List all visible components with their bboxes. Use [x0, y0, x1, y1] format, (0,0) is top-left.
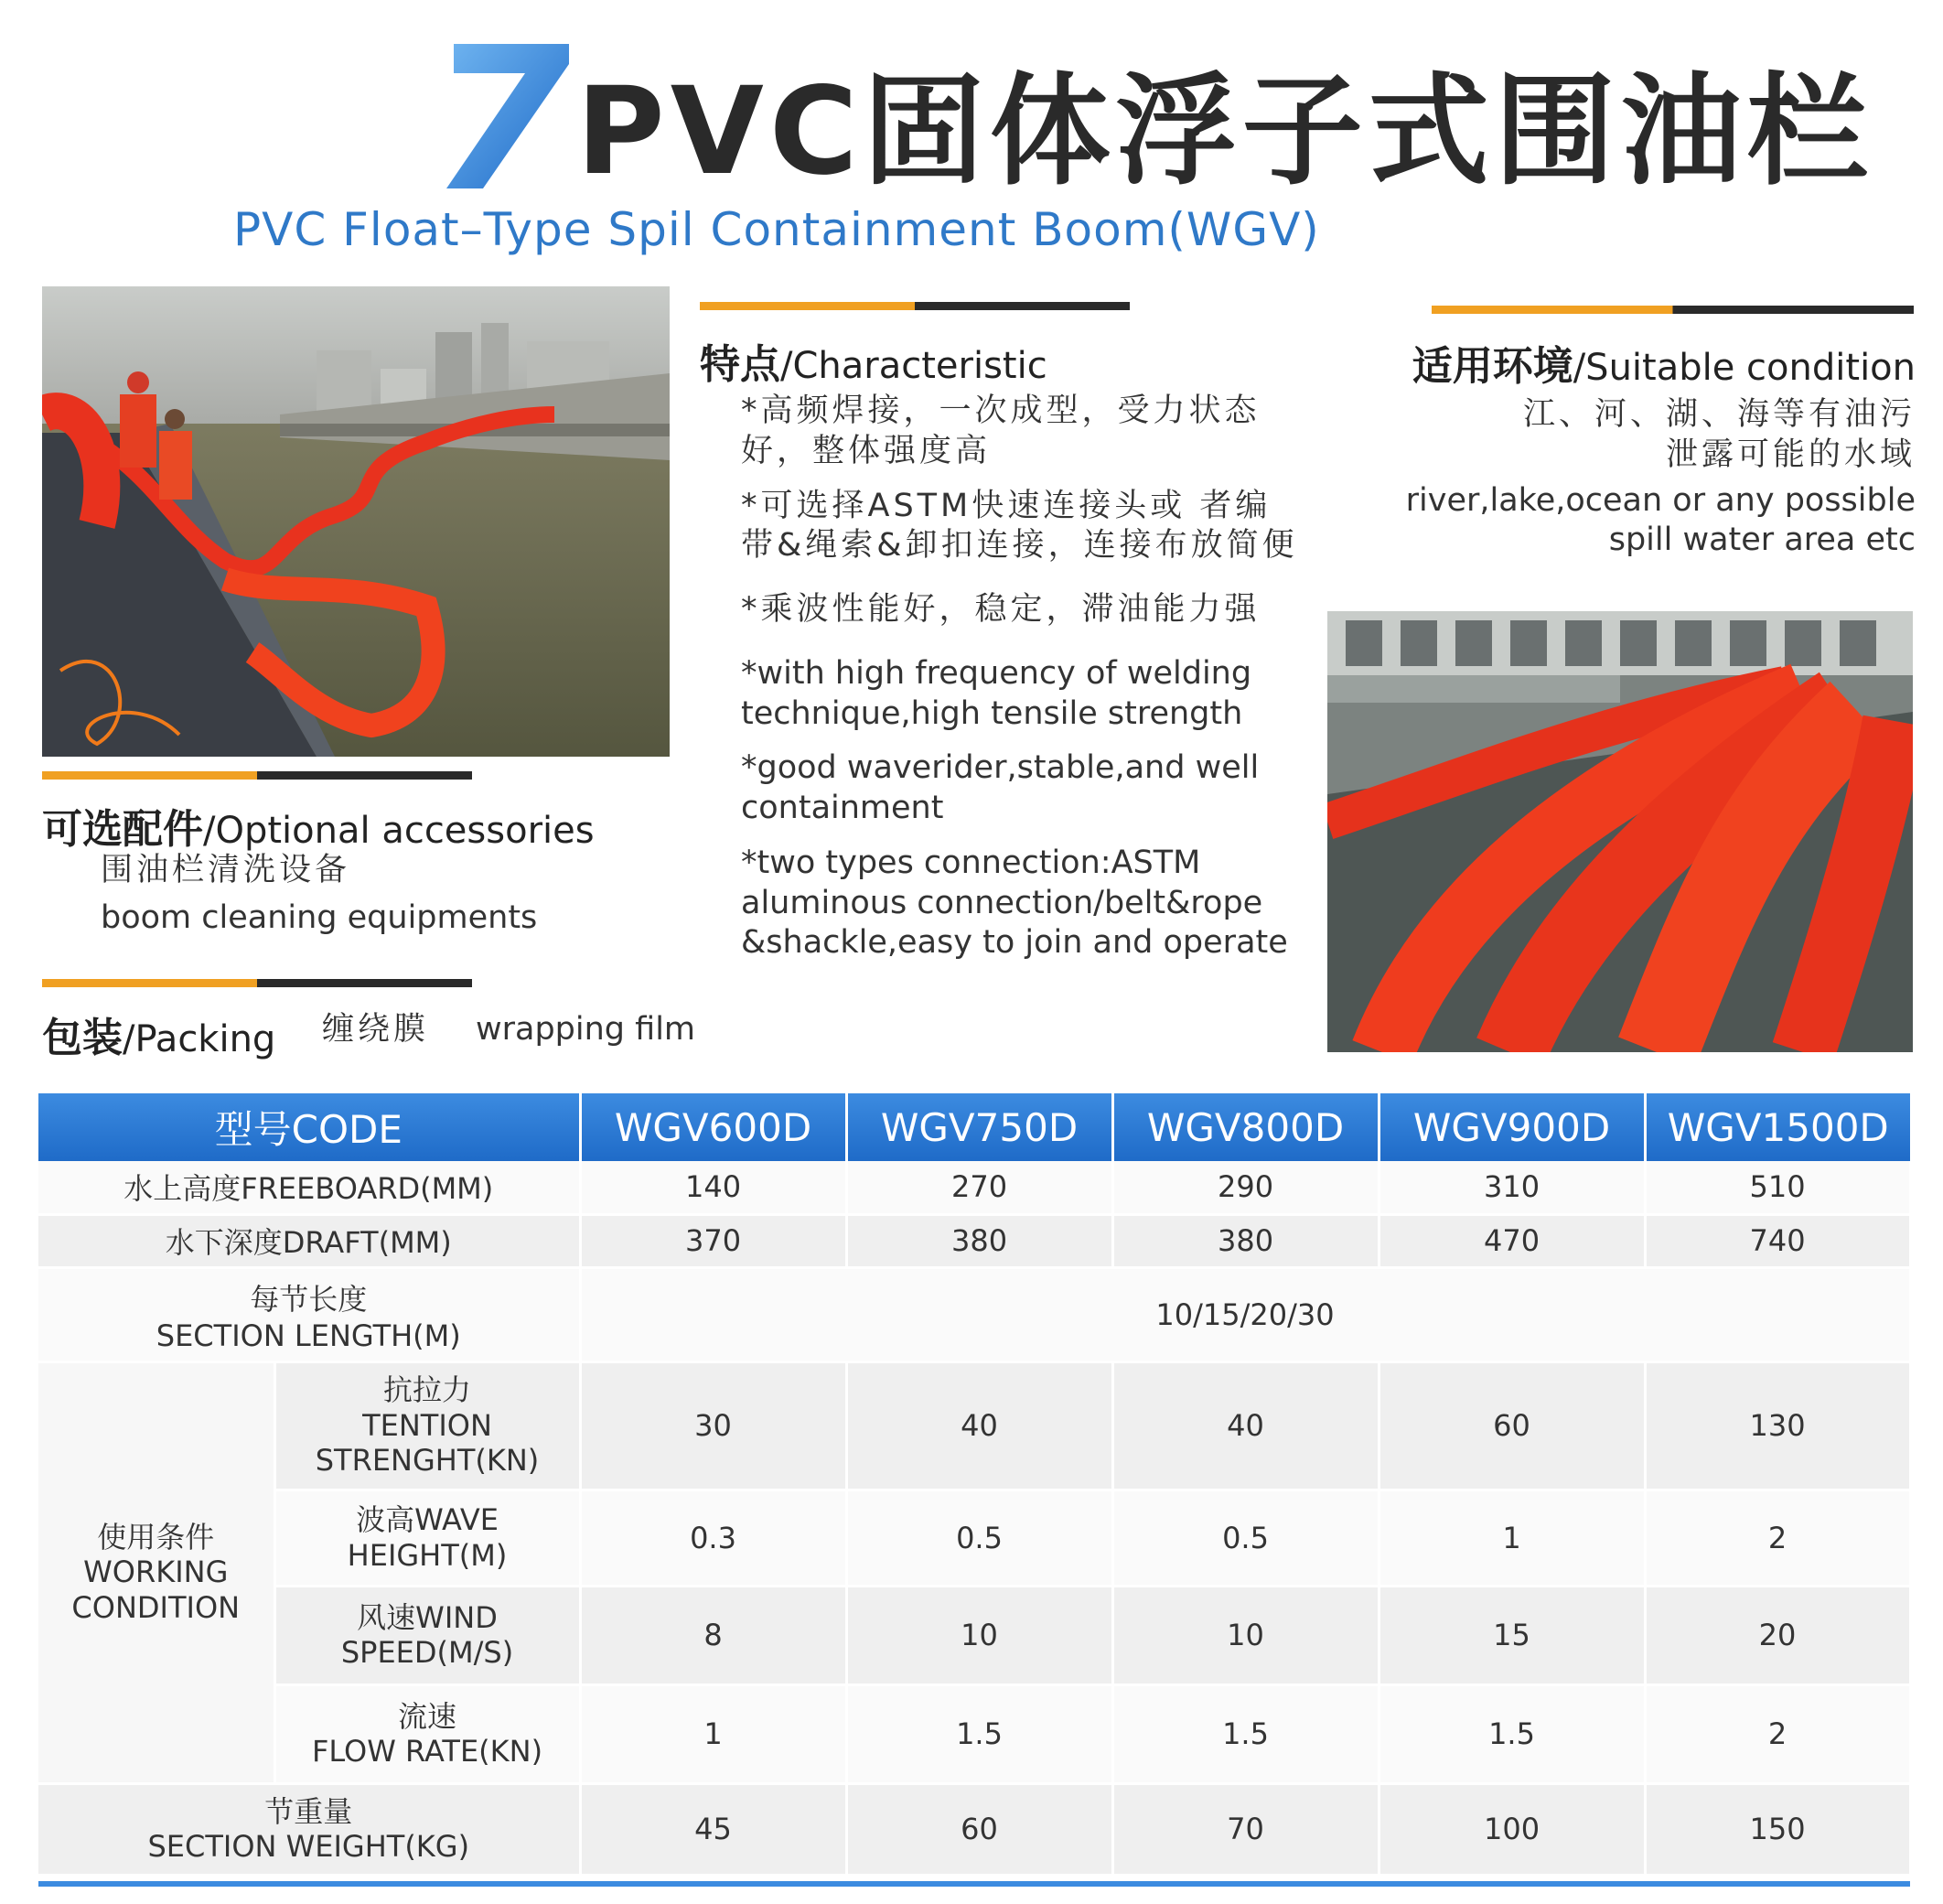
char-item-6-line-1: *two types connection:ASTM: [741, 844, 1201, 881]
flow-value: 1.5: [1379, 1684, 1645, 1783]
char-item-3-line-1: *乘波性能好，稳定，滞油能力强: [741, 591, 1261, 628]
number-seven-graphic: [446, 44, 574, 190]
char-item-4-line-2: technique,high tensile strength: [741, 694, 1243, 732]
char-item-5-line-1: *good waverider,stable,and well: [741, 749, 1260, 787]
accessories-heading-en: /Optional accessories: [203, 810, 595, 852]
draft-label: 水下深度DRAFT(MM): [38, 1214, 580, 1267]
tension-value: 60: [1379, 1361, 1645, 1490]
working-condition-label: [38, 1361, 274, 1783]
draft-value: 370: [580, 1214, 846, 1267]
accessories-heading-cn: 可选配件: [42, 806, 203, 853]
packing-heading-en: /Packing: [123, 1018, 276, 1060]
header-model-3: WGV800D: [1112, 1093, 1379, 1161]
packing-cn: 缠绕膜: [322, 1011, 430, 1048]
char-item-2-line-2: 带&绳索&卸扣连接，连接布放简便: [741, 527, 1298, 565]
wind-label-1: 风速WIND: [357, 1599, 498, 1635]
wave-label: [274, 1490, 580, 1586]
packing-divider: [42, 979, 472, 987]
working-en-2: CONDITION: [71, 1589, 241, 1625]
accessories-heading: [42, 796, 595, 855]
flow-value: 1: [580, 1684, 846, 1783]
wave-value: 2: [1645, 1490, 1910, 1586]
wind-value: 15: [1379, 1586, 1645, 1684]
flow-label-1: 流速: [398, 1698, 457, 1734]
wave-value: 0.5: [1112, 1490, 1379, 1586]
header-code: 型号CODE: [38, 1093, 580, 1161]
tension-value: 30: [580, 1361, 846, 1490]
section-length-label: [38, 1267, 580, 1361]
characteristic-heading: [700, 331, 1047, 390]
characteristic-heading-en: /Characteristic: [780, 345, 1047, 387]
table-row: [38, 1684, 1910, 1783]
tension-value: 40: [846, 1361, 1112, 1490]
table-row: [38, 1490, 1910, 1586]
char-item-4-line-1: *with high frequency of welding: [741, 654, 1252, 692]
section-length-label-en: SECTION LENGTH(M): [156, 1318, 461, 1353]
suitable-heading-cn: 适用环境: [1412, 343, 1573, 390]
draft-value: 380: [846, 1214, 1112, 1267]
weight-value: 70: [1112, 1783, 1379, 1875]
header-model-1: WGV600D: [580, 1093, 846, 1161]
suitable-text: [1406, 395, 1916, 561]
tension-label-1: 抗拉力: [383, 1372, 472, 1408]
working-en-1: WORKING: [83, 1554, 229, 1590]
weight-value: 60: [846, 1783, 1112, 1875]
table-row: [38, 1586, 1910, 1684]
weight-value: 45: [580, 1783, 846, 1875]
accessories-en: boom cleaning equipments: [101, 899, 538, 936]
wave-value: 1: [1379, 1490, 1645, 1586]
suitable-heading: [1412, 333, 1916, 392]
suitable-en-line-2: spill water area etc: [1608, 522, 1916, 559]
header-model-5: WGV1500D: [1645, 1093, 1910, 1161]
draft-value: 380: [1112, 1214, 1379, 1267]
weight-label-1: 节重量: [264, 1793, 353, 1829]
char-item-6-line-2: aluminous connection/belt&rope: [741, 884, 1263, 921]
characteristic-heading-cn: 特点: [700, 341, 780, 388]
table-row: [38, 1161, 1910, 1214]
table-row: [38, 1214, 1910, 1267]
wind-value: 8: [580, 1586, 846, 1684]
suitable-en-line-1: river,lake,ocean or any possible: [1405, 481, 1916, 519]
accessories-divider: [42, 771, 472, 780]
wind-value: 20: [1645, 1586, 1910, 1684]
tension-label: [274, 1361, 580, 1490]
char-item-6-line-3: &shackle,easy to join and operate: [741, 924, 1288, 962]
wave-value: 0.5: [846, 1490, 1112, 1586]
page-subtitle: PVC Float–Type Spil Containment Boom(WGV): [233, 203, 1320, 256]
char-item-2-line-1: *可选择ASTM快速连接头或 者编: [741, 487, 1272, 524]
weight-value: 100: [1379, 1783, 1645, 1875]
characteristic-divider: [700, 302, 1130, 310]
wave-label-1: 波高WAVE: [356, 1502, 499, 1538]
draft-value: 470: [1379, 1214, 1645, 1267]
suitable-cn-line-1: 江、河、湖、海等有油污: [1522, 396, 1916, 433]
table-row: [38, 1267, 1910, 1361]
tension-label-3: STRENGHT(KN): [315, 1443, 540, 1479]
packing-heading-cn: 包装: [42, 1015, 123, 1061]
tension-value: 130: [1645, 1361, 1910, 1490]
accessories-cn: 围油栏清洗设备: [101, 852, 351, 888]
freeboard-value: 510: [1645, 1161, 1910, 1214]
weight-value: 150: [1645, 1783, 1910, 1875]
table-header-row: [38, 1093, 1910, 1161]
table-bottom-line: [38, 1881, 1910, 1887]
section-length-value: 10/15/20/30: [580, 1267, 1910, 1361]
flow-value: 1.5: [1112, 1684, 1379, 1783]
tension-value: 40: [1112, 1361, 1379, 1490]
wind-value: 10: [846, 1586, 1112, 1684]
spec-table: [38, 1093, 1912, 1877]
char-item-1-line-1: *高频焊接，一次成型，受力状态: [741, 393, 1261, 429]
factory-booms-photo: [1327, 611, 1913, 1052]
characteristic-list: [741, 392, 1298, 963]
char-item-1-line-2: 好，整体强度高: [741, 432, 992, 469]
tension-label-2: TENTION: [362, 1407, 492, 1443]
section-length-label-cn: 每节长度: [250, 1281, 368, 1317]
wind-label-2: SPEED(M/S): [340, 1635, 514, 1670]
table-row: [38, 1361, 1910, 1490]
flow-label: [274, 1684, 580, 1783]
header-model-2: WGV750D: [846, 1093, 1112, 1161]
wind-value: 10: [1112, 1586, 1379, 1684]
freeboard-value: 290: [1112, 1161, 1379, 1214]
weight-label: [38, 1783, 580, 1875]
suitable-cn-line-2: 泄露可能的水域: [1665, 436, 1916, 473]
table-row: [38, 1783, 1910, 1875]
flow-value: 1.5: [846, 1684, 1112, 1783]
packing-en: wrapping film: [476, 1011, 696, 1048]
suitable-heading-en: /Suitable condition: [1573, 347, 1916, 389]
page-title: PVC固体浮子式围油栏: [576, 61, 1873, 202]
wave-label-2: HEIGHT(M): [347, 1537, 508, 1573]
weight-label-2: SECTION WEIGHT(KG): [147, 1829, 470, 1864]
freeboard-label: 水上高度FREEBOARD(MM): [38, 1161, 580, 1214]
char-item-5-line-2: containment: [741, 790, 944, 826]
freeboard-value: 140: [580, 1161, 846, 1214]
packing-heading: [42, 1005, 275, 1063]
freeboard-value: 310: [1379, 1161, 1645, 1214]
suitable-divider: [1432, 306, 1914, 314]
freeboard-value: 270: [846, 1161, 1112, 1214]
wave-value: 0.3: [580, 1490, 846, 1586]
flow-value: 2: [1645, 1684, 1910, 1783]
wind-label: [274, 1586, 580, 1684]
boom-deployment-photo: [42, 286, 670, 757]
draft-value: 740: [1645, 1214, 1910, 1267]
header-model-4: WGV900D: [1379, 1093, 1645, 1161]
flow-label-2: FLOW RATE(KN): [311, 1734, 543, 1769]
working-cn: 使用条件: [97, 1519, 215, 1554]
